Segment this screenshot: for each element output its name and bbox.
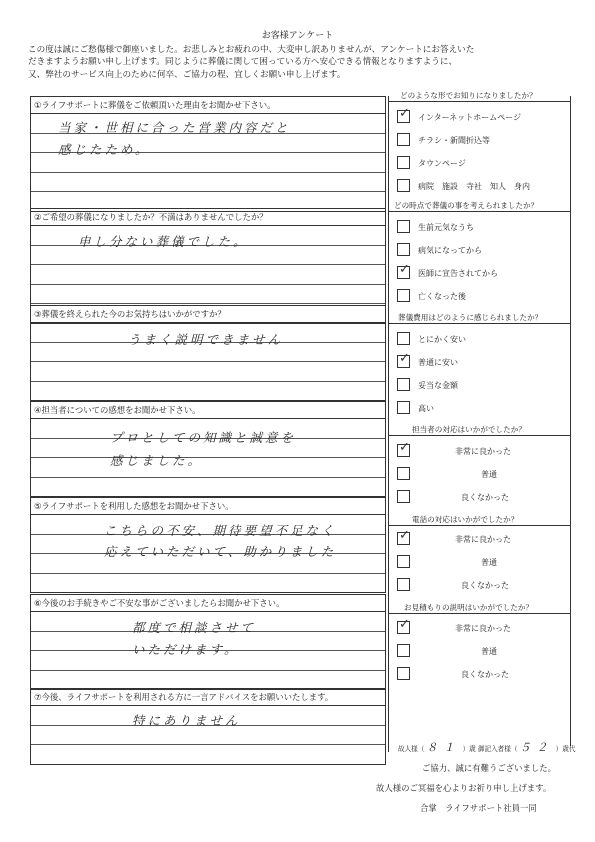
- section-4-checkbox[interactable]: [397, 490, 410, 503]
- section-1-option: 病院 施設 寺社 知人 身内: [418, 182, 530, 191]
- question-4-answer-line: プロとしての知識と誠意を: [110, 430, 297, 445]
- intro-line: 又、弊社のサービス向上のために何卒、ご協力の程、宜しくお願い申し上げます。: [28, 69, 346, 80]
- section-3-option: 高い: [418, 404, 434, 413]
- writer-label: 御記入者様（: [477, 745, 518, 753]
- deceased-age: ８１: [426, 741, 461, 754]
- section-4-option: 非常に良かった: [455, 447, 511, 456]
- question-6-answer-line: 都度で相談させて: [132, 620, 257, 635]
- section-2-checkbox[interactable]: [397, 220, 410, 233]
- section-6-option: 良くなかった: [461, 670, 509, 679]
- question-3-answer-line: うまく説明できません: [128, 332, 284, 347]
- section-4-option: 普通: [481, 470, 497, 479]
- section-2-option: 生前元気なうち: [418, 223, 474, 232]
- question-4-label: ④担当者についての感想をお聞かせ下さい。: [31, 402, 385, 419]
- section-2-option: 亡くなった後: [418, 292, 466, 301]
- intro-line: だきますようお願い申し上げます。同じように葬儀に関して困っている方へ安心できる情報となりますように、: [28, 57, 458, 68]
- section-5-option: 普通: [481, 558, 497, 567]
- writer-suffix: ）歳代: [555, 745, 576, 753]
- section-4-checkbox[interactable]: [397, 444, 410, 457]
- section-4-title: 担当者の対応はいかがでしたか？: [412, 425, 526, 434]
- intro-line: この度は誠にご愁傷様で御座いました。お悲しみとお疲れの中、大変申し訳ありませんが、アンケートにお答えいた: [28, 45, 475, 55]
- section-2-checkbox[interactable]: [397, 266, 410, 279]
- section-5-title: 電話の対応はいかがでしたか？: [412, 515, 519, 524]
- section-4-option: 良くなかった: [461, 493, 509, 502]
- section-5-checkbox[interactable]: [397, 578, 410, 591]
- question-4-answer-line: 感じました。: [110, 453, 204, 468]
- question-6-answer-line: いただけます。: [132, 642, 240, 657]
- section-1-checkbox[interactable]: [397, 179, 410, 192]
- question-5-label: ⑤ライフサポートを利用した感想をお聞かせ下さい。: [31, 498, 385, 515]
- section-1-option: チラシ・新聞折込等: [418, 136, 490, 145]
- section-3-checkbox[interactable]: [397, 401, 410, 414]
- thanks-text: ご協力、誠に有難うございました。: [422, 763, 556, 773]
- section-1-checkbox[interactable]: [397, 156, 410, 169]
- section-6-title: お見積もりの説明はいかがでしたか？: [404, 603, 534, 612]
- question-1-answer-line: 感じたため。: [58, 142, 151, 157]
- section-4-checkbox[interactable]: [397, 467, 410, 480]
- signature-text: 合掌 ライフサポート社員一同: [420, 803, 537, 813]
- deceased-label: 故人様（: [398, 745, 425, 753]
- page-title: お客様アンケート: [261, 31, 334, 41]
- section-3-option: 普通に安い: [418, 358, 458, 367]
- section-2-title: どの時点で葬儀の事を考えられましたか？: [394, 201, 539, 210]
- question-1-label: ①ライフサポートに葬儀をご依頼頂いた理由をお聞かせ下さい。: [31, 97, 385, 114]
- section-2-option: 医師に宣告されてから: [418, 269, 498, 278]
- question-3-box: [30, 305, 386, 401]
- section-6-checkbox[interactable]: [397, 621, 410, 634]
- question-5-answer-line: 応えていただいて、助かりました: [104, 544, 337, 559]
- section-6-option: 非常に良かった: [455, 624, 511, 633]
- section-1-title: どのような形でお知りになりましたか？: [400, 91, 537, 100]
- writer-age: ５２: [519, 741, 554, 754]
- section-1-checkbox[interactable]: [397, 133, 410, 146]
- question-4-box: [30, 401, 386, 497]
- section-3-option: 妥当な金額: [418, 381, 458, 390]
- question-6-label: ⑥今後のお手続きやご不安な事がございましたらお聞かせ下さい。: [31, 595, 385, 612]
- section-3-checkbox[interactable]: [397, 378, 410, 391]
- question-2-answer-line: 申し分ない葬儀でした。: [78, 234, 249, 249]
- right-divider: [388, 96, 389, 752]
- section-5-checkbox[interactable]: [397, 555, 410, 568]
- section-3-checkbox[interactable]: [397, 332, 410, 345]
- section-1-option: インターネットホームページ: [418, 113, 522, 122]
- question-3-label: ③葬儀を終えられた今のお気持ちはいかがですか？: [31, 306, 385, 323]
- section-1-option: タウンページ: [418, 159, 466, 168]
- age-row: [398, 739, 575, 755]
- section-6-checkbox[interactable]: [397, 644, 410, 657]
- section-5-option: 良くなかった: [461, 581, 509, 590]
- question-2-label: ②ご希望の葬儀になりましたか？不満はありませんでしたか？: [31, 209, 385, 226]
- section-3-option: とにかく安い: [418, 335, 466, 344]
- section-5-option: 非常に良かった: [455, 535, 511, 544]
- section-2-option: 病気になってから: [418, 246, 482, 255]
- deceased-suffix: ）歳: [462, 745, 476, 753]
- section-2-checkbox[interactable]: [397, 289, 410, 302]
- section-1-checkbox[interactable]: [397, 110, 410, 123]
- section-2-checkbox[interactable]: [397, 243, 410, 256]
- question-7-label: ⑦今後、ライフサポートを利用される方に一言アドバイスをお願いいたします。: [31, 689, 385, 706]
- question-1-answer-line: 当家・世相に合った営業内容だと: [58, 120, 291, 135]
- section-5-checkbox[interactable]: [397, 532, 410, 545]
- section-6-checkbox[interactable]: [397, 667, 410, 680]
- section-6-option: 普通: [481, 647, 497, 656]
- section-3-title: 葬儀費用はどのように感じられましたか？: [398, 313, 543, 322]
- intro-text: [28, 44, 573, 81]
- section-3-checkbox[interactable]: [397, 355, 410, 368]
- condolence-text: 故人様のご冥福を心よりお祈り申し上げます。: [376, 783, 552, 793]
- right-edge: [570, 96, 571, 746]
- question-7-answer-line: 特にありません: [132, 713, 241, 728]
- question-5-answer-line: こちらの不安、期待要望不足なく: [104, 523, 337, 538]
